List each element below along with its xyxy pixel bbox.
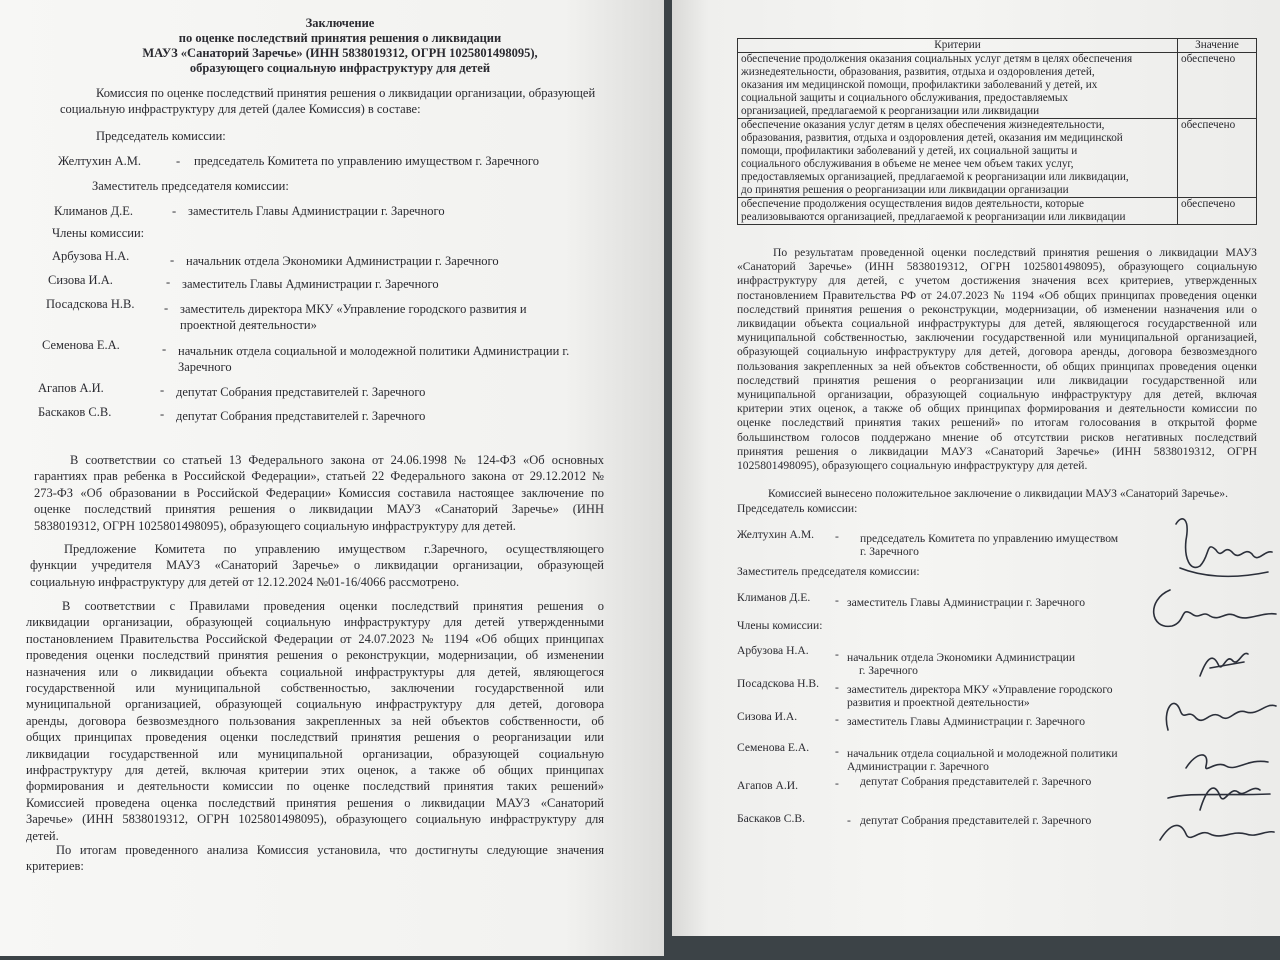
- table-header-row: [738, 39, 1257, 53]
- text-line: ликвидации государственной или муниципальной организации, образующей социальную: [26, 746, 604, 761]
- paragraph-proposal: [30, 541, 604, 590]
- dash: -: [835, 777, 839, 790]
- text-line: 5838019312, ОГРН 1025801498095), образующего социальную инфраструктуру для детей.: [34, 518, 516, 533]
- dash: -: [172, 204, 177, 218]
- text-line: постановлением Правительства Российской Федерации от 24.07.2023 № 1194 «Об общих принципах: [26, 631, 604, 646]
- text-line: инфраструктуру для детей, с учетом достижения значения всех критериев, утвержденных: [737, 274, 1257, 288]
- cell-line: обеспечение продолжения оказания социальных услуг детям в целях обеспечения: [741, 53, 1133, 65]
- text-line: назначения или о ликвидации объекта социальной инфраструктуры для детей, являющегося: [26, 664, 604, 679]
- members-heading: Члены комиссии:: [737, 619, 823, 632]
- person-role: депутат Собрания представителей г. Заречного: [176, 385, 426, 399]
- text-line: ликвидации организации, образующей социальную инфраструктуру для детей утвержденными: [26, 615, 604, 630]
- cell-line: жизнедеятельности, образования, развития, отдыха и оздоровления детей,: [741, 66, 1095, 78]
- dash: -: [166, 275, 171, 289]
- value-cell: обеспечено: [1178, 198, 1257, 225]
- text-line: оценке последствий принятия решения о ликвидации МАУЗ «Санаторий Заречье» (ИНН: [34, 502, 604, 517]
- table-row: [738, 198, 1257, 225]
- dash: -: [160, 407, 165, 421]
- cell-line: социального обслуживания в объеме не менее чем объем таких услуг,: [741, 158, 1074, 170]
- signer-role: начальник отдела социальной и молодежной политики: [847, 747, 1118, 760]
- cell-line: до принятия решения о реорганизации или ликвидации организации: [741, 184, 1069, 196]
- person-role: заместитель Главы Администрации г. Заречного: [188, 204, 445, 218]
- text-line: 273-ФЗ «Об образовании в Российской Федерации» Комиссия составила настоящее заключение по: [34, 485, 604, 500]
- text-line: формирования и деятельности комиссии по оценке последствий принятия таких решений»: [26, 779, 604, 794]
- value-cell: обеспечено: [1178, 53, 1257, 119]
- criterion-cell: [738, 198, 1178, 225]
- signer-name: Климанов Д.Е.: [737, 591, 811, 604]
- paragraph-findings: [26, 842, 604, 875]
- text-line: пользования закрепленных за ней объектов собственности, об общих принципах проведения оценки: [737, 359, 1257, 373]
- paragraph-assessment: [26, 598, 604, 844]
- column-header-criteria: Критерии: [738, 39, 1178, 53]
- chair-heading: Председатель комиссии:: [96, 129, 226, 143]
- table-row: [738, 119, 1257, 198]
- title-line: Заключение: [305, 16, 375, 30]
- text-line: общих принципах проведения оценки последствий принятия решения о реорганизации или: [26, 730, 604, 745]
- paragraph-results: [737, 246, 1257, 473]
- person-name: Сизова И.А.: [48, 273, 113, 287]
- text-line: инфраструктуру для детей, включая критерии этих оценок, а также об общих принципах: [26, 763, 604, 778]
- text-line: постановлением Правительства РФ от 24.07.2023 № 1194 «Об общих принципах проведения оценки: [737, 288, 1257, 302]
- person-name: Семенова Е.А.: [42, 338, 120, 352]
- dash: -: [835, 745, 839, 758]
- signature-zheltukhin: [1160, 510, 1278, 590]
- person-role: начальник отдела социальной и молодежной политики Администрации г.: [178, 344, 570, 358]
- text-line: 1025801498095), образующего социальную инфраструктуру для детей.: [737, 459, 1088, 473]
- text-line: По итогам проведенного анализа Комиссия установила, что достигнуты следующие значения: [56, 843, 604, 857]
- cell-line: оказания им медицинской помощи, профилактики заболеваний у детей, их: [741, 79, 1098, 91]
- text-line: гарантиях прав ребенка в Российской Федерации», статьей 22 Федерального закона от 29.12.2012 №: [34, 469, 604, 484]
- text-line: муниципальной организацией, образующей социальную инфраструктуру для детей, договора: [26, 697, 604, 712]
- person-role: проектной деятельности»: [180, 318, 317, 332]
- signer-name: Сизова И.А.: [737, 710, 798, 723]
- dash: -: [835, 594, 839, 607]
- dash: -: [835, 681, 839, 694]
- intro-line: Комиссия по оценке последствий принятия решения о ликвидации организации, образующей: [96, 86, 596, 100]
- title-line: образующего социальную инфраструктуру для детей: [189, 61, 491, 75]
- criterion-cell: [738, 53, 1178, 119]
- cell-line: обеспечение продолжения осуществления видов деятельности, которые: [741, 198, 1084, 210]
- dash: -: [176, 154, 181, 168]
- text-line: проведения оценки последствий принятия решения о реконструкции, модернизации, об изменении: [26, 648, 604, 663]
- cell-line: образования, развития, отдыха и оздоровления детей, оказания им медицинской: [741, 132, 1123, 144]
- text-line: аренды, договора безвозмездного пользования закрепленных за ней объектов собственности, об: [26, 713, 604, 728]
- person-name: Арбузова Н.А.: [52, 249, 130, 263]
- text-line: В соответствии с Правилами проведения оценки последствий принятия решения о: [62, 599, 604, 613]
- signer-role: депутат Собрания представителей г. Заречного: [860, 775, 1092, 788]
- person-name: Агапов А.И.: [38, 381, 104, 395]
- criteria-table: [737, 38, 1257, 225]
- text-line: Комиссией проведена оценка последствий принятия решения о ликвидации МАУЗ «Санаторий: [26, 795, 604, 810]
- dash: -: [160, 383, 165, 397]
- signature-klimanov: [1140, 580, 1280, 636]
- signer-name: Семенова Е.А.: [737, 741, 810, 754]
- signer-role: начальник отдела Экономики Администрации: [847, 651, 1076, 664]
- dash: -: [835, 530, 839, 543]
- deputy-heading: Заместитель председателя комиссии:: [737, 565, 920, 578]
- signer-role: г. Заречного: [859, 664, 918, 677]
- signer-name: Арбузова Н.А.: [737, 644, 809, 657]
- person-role: депутат Собрания представителей г. Заречного: [176, 409, 426, 423]
- dash: -: [835, 713, 839, 726]
- person-role: заместитель Главы Администрации г. Заречного: [182, 277, 439, 291]
- chair-heading: Председатель комиссии:: [737, 502, 858, 515]
- text-line: Заречье» (ИНН 5838019312, ОГРН 1025801498095), образующего социальную инфраструктуру для: [26, 812, 604, 827]
- person-name: Посадскова Н.В.: [46, 297, 135, 311]
- text-line: «Санаторий Заречье» (ИНН 5838019312, ОГРН 1025801498095), образующего социальную: [737, 260, 1257, 274]
- person-role: начальник отдела Экономики Администрации г. Заречного: [186, 254, 499, 268]
- cell-line: организацией, предлагаемой к реорганизации или ликвидации: [741, 105, 1040, 117]
- signer-role: развития и проектной деятельности»: [847, 696, 1030, 709]
- column-header-value: Значение: [1178, 39, 1257, 53]
- dash: -: [164, 301, 169, 315]
- text-line: государственной или муниципальной собственностью, заключении государственной или: [26, 681, 604, 696]
- signer-name: Желтухин А.М.: [737, 528, 815, 541]
- person-name: Желтухин А.М.: [58, 154, 142, 168]
- table-row: [738, 53, 1257, 119]
- document-title: [40, 16, 640, 76]
- cell-line: социальной защиты и социального обслуживания, предоставляемых: [741, 92, 1068, 104]
- cell-line: реализовываются организацией, предлагаемой к реорганизации или ликвидации: [741, 211, 1126, 223]
- value-cell: обеспечено: [1178, 119, 1257, 198]
- person-name: Баскаков С.В.: [38, 405, 112, 419]
- intro-line: социальную инфраструктуру для детей (далее Комиссия) в составе:: [60, 102, 421, 116]
- signer-role: г. Заречного: [860, 545, 919, 558]
- conclusion-line: Комиссией вынесено положительное заключение о ликвидации МАУЗ «Санаторий Заречье».: [768, 487, 1228, 500]
- text-line: Предложение Комитета по управлению имуществом г.Заречного, осуществляющего: [64, 542, 604, 556]
- person-name: Климанов Д.Е.: [54, 204, 134, 218]
- text-line: функции учредителя МАУЗ «Санаторий Заречье» о ликвидации организации, образующей: [30, 558, 604, 573]
- text-line: большинством голосов поддержано мнение об отсутствии рисков негативных последствий: [737, 430, 1257, 444]
- text-line: муниципальной собственностью, заключении государственной или муниципальной организацией,: [737, 331, 1257, 345]
- person-role: Заречного: [178, 360, 232, 374]
- text-line: критерии этих оценок, а также об общих принципах формирования и деятельности комиссии по: [737, 402, 1257, 416]
- person-role: заместитель директора МКУ «Управление городского развития и: [180, 302, 527, 316]
- dash: -: [170, 253, 175, 267]
- cell-line: обеспечение оказания услуг детям в целях обеспечения жизнедеятельности,: [741, 119, 1105, 131]
- title-line: по оценке последствий принятия решения о ликвидации: [178, 31, 502, 45]
- dash: -: [162, 342, 167, 356]
- dash: -: [835, 648, 839, 661]
- text-line: принятия решения о ликвидации МАУЗ «Санаторий Заречье» (ИНН 5838019312, ОГРН: [737, 444, 1257, 458]
- signer-role: депутат Собрания представителей г. Заречного: [860, 814, 1092, 827]
- text-line: оценке последствий принятия таких решений» по итогам голосования в открытой форме: [737, 416, 1257, 430]
- signer-role: Администрации г. Заречного: [847, 760, 989, 773]
- signer-name: Баскаков С.В.: [737, 812, 806, 825]
- person-role: председатель Комитета по управлению имуществом г. Заречного: [194, 154, 539, 168]
- paragraph-legal-basis: [34, 452, 604, 534]
- signature-posadskova: [1150, 680, 1280, 742]
- dash: -: [847, 814, 851, 827]
- signer-name: Посадскова Н.В.: [737, 677, 820, 690]
- criterion-cell: [738, 119, 1178, 198]
- text-line: последствий принятия решения о реорганизации или ликвидации государственной или: [737, 373, 1257, 387]
- text-line: критериев:: [26, 859, 84, 874]
- signer-role: заместитель директора МКУ «Управление городского: [847, 683, 1113, 696]
- signer-name: Агапов А.И.: [737, 779, 799, 792]
- text-line: образующей социальную инфраструктуру для детей, договора аренды, договора безвозмездного: [737, 345, 1257, 359]
- members-heading: Члены комиссии:: [52, 226, 145, 240]
- signer-role: председатель Комитета по управлению имуществом: [860, 532, 1119, 545]
- text-line: ликвидации объекта социальной инфраструктуры для детей, являющегося государственной или: [737, 317, 1257, 331]
- signer-role: заместитель Главы Администрации г. Заречного: [847, 715, 1085, 728]
- cell-line: предоставляемых организацией, предлагаемой к реорганизации или ликвидации,: [741, 171, 1129, 183]
- text-line: В соответствии со статьей 13 Федерального закона от 24.06.1998 № 124-ФЗ «Об основных: [70, 453, 604, 467]
- title-line: МАУЗ «Санаторий Заречье» (ИНН 5838019312, ОГРН 1025801498095),: [142, 46, 538, 60]
- text-line: По результатам проведенной оценки последствий принятия решения о ликвидации МАУЗ: [773, 246, 1257, 259]
- text-line: последствий принятия решения о реконструкции, модернизации, об изменении назначения или о: [737, 302, 1257, 316]
- text-line: социальную инфраструктуру для детей от 12.12.2024 №01-16/4066 рассмотрено.: [30, 574, 460, 589]
- signature-baskakov: [1150, 810, 1278, 854]
- text-line: муниципальной организации, образующей социальную инфраструктуру для детей, включая: [737, 388, 1257, 402]
- signer-role: заместитель Главы Администрации г. Заречного: [847, 596, 1085, 609]
- cell-line: помощи, профилактики заболеваний у детей, их социальной защиты и: [741, 145, 1078, 157]
- deputy-heading: Заместитель председателя комиссии:: [92, 179, 289, 193]
- text-line: детей.: [26, 828, 59, 843]
